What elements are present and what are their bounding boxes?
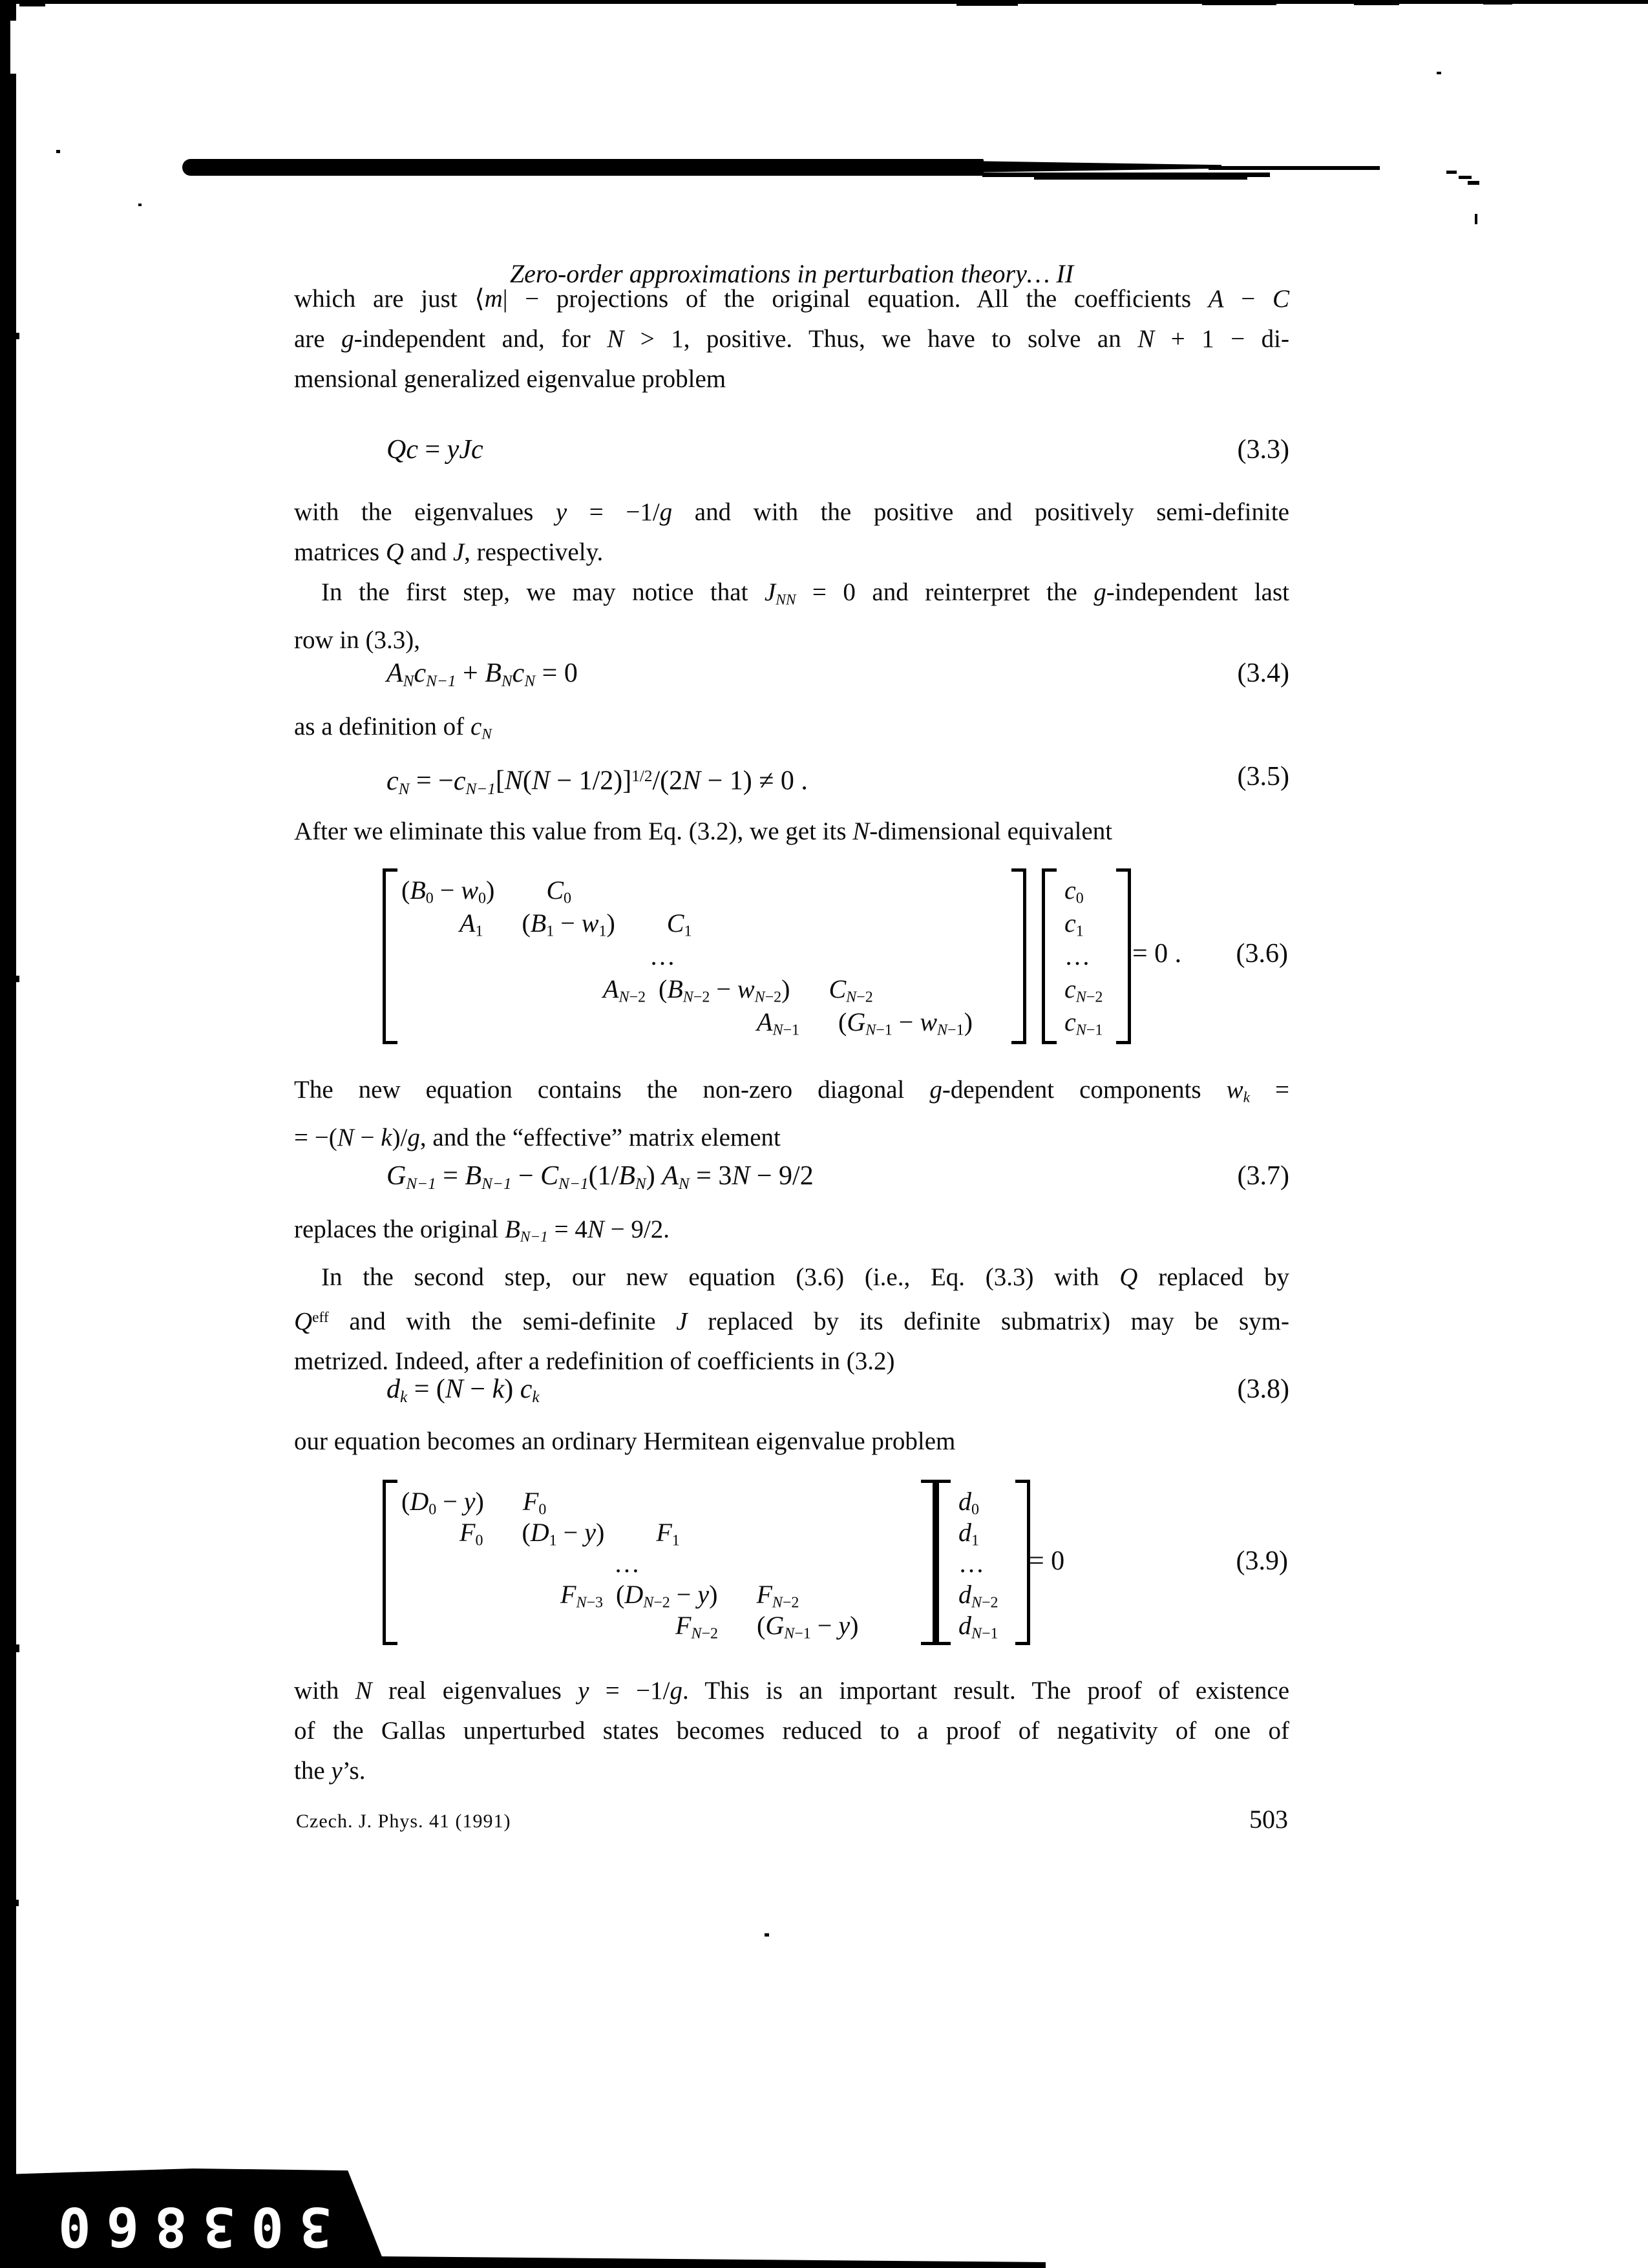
text-line: row in (3.3),: [294, 625, 420, 654]
vector-3-9: [936, 1480, 1030, 1645]
matrix-row: $F_0$ $(D_1 - y)$ $F_1$: [460, 1518, 680, 1549]
equation-3-4: [294, 655, 1289, 700]
vector-entry: $c_0$: [1064, 876, 1084, 907]
ink-smear-streak: [982, 173, 1270, 177]
vector-entry: $c_1$: [1064, 908, 1084, 940]
ink-smear-streak: [1209, 166, 1380, 170]
scan-top-edge-line: [0, 0, 1648, 4]
matrix-row: $A_{N-1}$ $(G_{N-1} - w_{N-1})$: [757, 1007, 973, 1039]
text-line: The new equation contains the non-zero diagonal g-dependent components $w_k$ =: [294, 1076, 1289, 1106]
equation-number: (3.4): [1237, 658, 1289, 688]
text-line: mensional generalized eigenvalue problem: [294, 365, 726, 393]
text-line: are g-independent and, for N > 1, positive. Thus, we have to solve an N + 1 − di-: [294, 325, 1290, 353]
matrix-row: $A_{N-2}$ $(B_{N-2} - w_{N-2})$ $C_{N-2}$: [603, 974, 873, 1006]
right-bracket: [1015, 1480, 1030, 1645]
right-bracket: [1116, 868, 1131, 1044]
equation-number: (3.7): [1237, 1161, 1289, 1191]
left-bracket: [1042, 868, 1057, 1044]
equation-3-8: [294, 1371, 1289, 1416]
text-line: our equation becomes an ordinary Hermitean eigenvalue problem: [294, 1427, 956, 1455]
text-line: as a definition of $c_N$: [294, 713, 492, 743]
text-line: which are just ⟨m| − projections of the original equation. All the coefficients A − C: [294, 285, 1289, 313]
vector-entry: $d_0$: [958, 1487, 979, 1518]
vector-entry: $c_{N-1}$: [1064, 1007, 1103, 1039]
scan-speck: [16, 333, 19, 339]
matrix-3-9: [383, 1480, 936, 1645]
equation-3-7: [294, 1158, 1289, 1202]
ink-smear-taper: [963, 161, 1221, 173]
equation-rhs: = 0: [1029, 1546, 1065, 1576]
paragraph: [294, 279, 1289, 399]
text-line: replaces the original $B_{N-1} = 4N - 9/2$.: [294, 1215, 670, 1246]
equation-number: (3.8): [1237, 1374, 1289, 1404]
ink-smear-bar: [182, 159, 984, 176]
matrix-row: …: [614, 1549, 640, 1578]
right-bracket: [1011, 868, 1026, 1044]
scan-speck: [16, 1644, 19, 1652]
matrix-3-6: [383, 868, 1026, 1044]
scan-top-mark: [19, 0, 45, 6]
vector-body: [1057, 868, 1116, 1044]
text-line: In the second step, our new equation (3.6) (i.e., Eq. (3.3) with Q replaced by: [321, 1263, 1289, 1291]
left-bracket: [936, 1480, 951, 1645]
equation-body: $G_{N-1} = B_{N-1} - C_{N-1}(1/B_N) A_N = 3N - 9/2$: [386, 1161, 814, 1193]
text-line: = −(N − k)/g, and the “effective” matrix element: [294, 1123, 781, 1151]
scan-top-mark: [1354, 0, 1399, 5]
ink-smear-streak: [1034, 177, 1247, 180]
paragraph: [294, 1422, 1289, 1462]
vector-entry: $d_{N-1}$: [958, 1611, 998, 1643]
scan-top-mark: [956, 0, 1018, 6]
scan-speck: [1468, 181, 1479, 185]
text-line: In the first step, we may notice that $J_{NN} = 0$ and reinterpret the g-independent last: [321, 578, 1290, 609]
equation-body: Qc = yJc: [386, 435, 483, 465]
text-line: After we eliminate this value from Eq. (3.2), we get its N-dimensional equivalent: [294, 817, 1113, 845]
scan-strip-notch: [10, 21, 16, 74]
matrix-row: …: [650, 941, 675, 971]
equation-number: (3.3): [1237, 435, 1289, 465]
vector-body: [951, 1480, 1015, 1645]
right-bracket: [921, 1480, 936, 1645]
running-head-title: Zero-order approximations in perturbation theory… II: [509, 259, 1074, 288]
vector-entry: $d_{N-2}$: [958, 1580, 998, 1612]
scan-speck: [56, 150, 60, 153]
paragraph: [294, 707, 1289, 755]
footer-journal-citation: Czech. J. Phys. 41 (1991): [296, 1811, 511, 1832]
vector-3-6: [1042, 868, 1131, 1044]
text-line: with the eigenvalues y = −1/g and with the positive and positively semi-definite: [294, 498, 1289, 526]
scan-speck: [1475, 214, 1477, 224]
equation-number: (3.6): [1236, 939, 1288, 969]
matrix-body: [397, 1480, 921, 1645]
equation-body: $d_k = (N - k)$ $c_k$: [386, 1374, 540, 1407]
scan-top-mark: [1202, 0, 1276, 5]
equation-body: $A_Nc_{N-1} + B_Nc_N = 0$: [386, 658, 578, 691]
left-bracket: [383, 868, 397, 1044]
paragraph: [294, 812, 1289, 852]
equation-3-3: [294, 432, 1289, 468]
vector-entry: …: [1064, 941, 1090, 971]
left-bracket: [383, 1480, 397, 1645]
scan-bottom-ink-sliver: [380, 2256, 1046, 2268]
vector-entry: $c_{N-2}$: [1064, 974, 1103, 1006]
equation-number: (3.9): [1236, 1546, 1288, 1576]
matrix-row: $F_{N-3}$ $(D_{N-2} - y)$ $F_{N-2}$: [560, 1580, 799, 1612]
matrix-row: $(B_0 - w_0)$ $C_0$: [401, 876, 572, 907]
matrix-body: [397, 868, 1011, 1044]
scan-speck: [138, 204, 142, 206]
scan-speck: [1437, 72, 1441, 74]
page-number: 503: [1249, 1805, 1288, 1834]
paragraph: [294, 1070, 1289, 1158]
text-line: the y’s.: [294, 1757, 366, 1785]
matrix-row: $(D_0 - y)$ $F_0$: [401, 1487, 547, 1518]
scan-speck: [1459, 176, 1472, 179]
paragraph: [294, 1671, 1289, 1791]
equation-rhs: = 0 .: [1132, 939, 1182, 969]
vector-entry: $d_1$: [958, 1518, 979, 1549]
text-line: with N real eigenvalues y = −1/g. This is an important result. The proof of existence: [294, 1677, 1290, 1705]
scan-left-edge-strip: [0, 0, 16, 2268]
scan-top-mark: [1483, 0, 1512, 5]
text-line: $Q^{eff}$ and with the semi-definite J replaced by its definite submatrix) may be sym-: [294, 1307, 1289, 1336]
text-line: matrices Q and J, respectively.: [294, 538, 604, 566]
paragraph: [294, 1210, 1289, 1381]
scan-speck: [765, 1933, 769, 1937]
matrix-row: $F_{N-2}$ $(G_{N-1} - y)$: [675, 1611, 859, 1643]
text-line: metrized. Indeed, after a redefinition of coefficients in (3.2): [294, 1347, 895, 1376]
scan-speck: [16, 1900, 19, 1906]
equation-number: (3.5): [1237, 762, 1289, 792]
matrix-row: $A_1$ $(B_1 - w_1)$ $C_1$: [460, 908, 692, 940]
scan-speck: [1446, 171, 1457, 174]
equation-3-5: [294, 759, 1289, 808]
vector-entry: …: [958, 1549, 984, 1578]
text-line: of the Gallas unperturbed states becomes reduced to a proof of negativity of one of: [294, 1717, 1289, 1745]
paragraph: [294, 492, 1289, 660]
scan-speck: [16, 976, 19, 982]
equation-body: $c_N = -c_{N-1}[N(N - 1/2)]^{1/2}/(2N - 1) \ne 0$ .: [386, 766, 808, 798]
archive-stamp-number: 303860: [43, 2195, 332, 2258]
